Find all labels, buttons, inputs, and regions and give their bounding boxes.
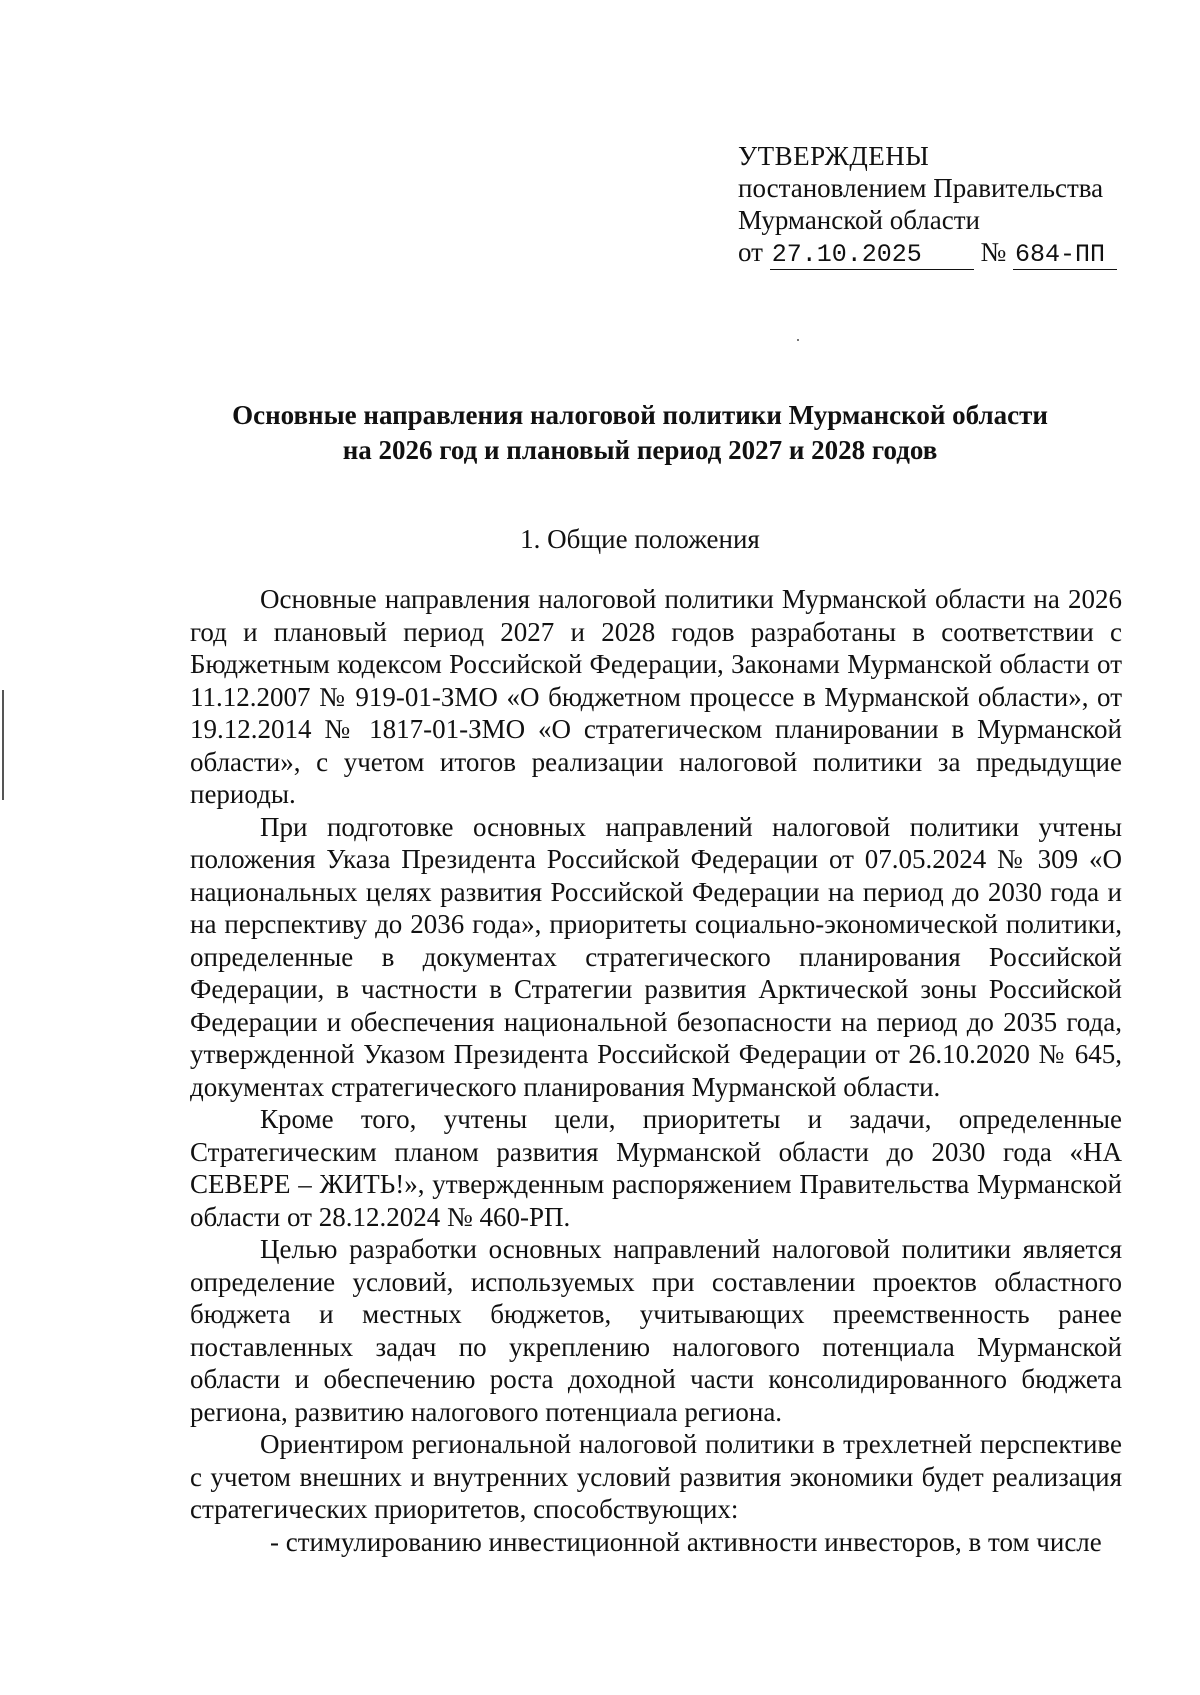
paragraph-5: Ориентиром региональной налоговой политики в трехлетней перспективе с учетом внешних и внутренних условий развития экономики будет реализация стратегических приоритетов, способствующих: xyxy=(190,1429,1122,1524)
approval-number: 684-ПП xyxy=(1013,241,1117,270)
bullet-item-1: - стимулированию инвестиционной активности инвесторов, в том числе xyxy=(270,1526,1102,1557)
paragraph-4: Целью разработки основных направлений налоговой политики является определение условий, используемых при составлении проектов областного бюджета и местных бюджетов, учитывающих преемственность ранее поставленных задач по укреплению налогового потенциала Мурманской области и обеспечению роста доходной части консолидированного бюджета региона, развитию налогового потенциала региона. xyxy=(190,1234,1122,1427)
approval-block xyxy=(738,140,1118,270)
approval-date-number-line xyxy=(738,236,1118,270)
approval-date: 27.10.2025 xyxy=(770,241,974,270)
paragraph-3: Кроме того, учтены цели, приоритеты и задачи, определенные Стратегическим планом развития Мурманской области до 2030 года «НА СЕВЕРЕ – ЖИТЬ!», утвержденным распоряжением Правительства Мурманской области от 28.12.2024 № 460-РП. xyxy=(190,1104,1122,1232)
date-prefix: от xyxy=(738,237,763,267)
document-title-line-1: Основные направления налоговой политики Мурманской области xyxy=(232,400,1048,430)
approval-line-2: Мурманской области xyxy=(738,205,980,235)
section-heading: 1. Общие положения xyxy=(520,524,760,554)
document-title xyxy=(160,398,1120,468)
document-body xyxy=(190,583,1122,1558)
paragraph-2: При подготовке основных направлений налоговой политики учтены положения Указа Президента Российской Федерации от 07.05.2024 № 309 «О национальных целях развития Российской Федерации на период до 2030 года и на перспективу до 2036 года», приоритеты социально-экономической политики, определенные в документах стратегического планирования Российской Федерации, в частности в Стратегии развития Арктической зоны Российской Федерации и обеспечения национальной безопасности на период до 2035 года, утвержденной Указом Президента Российской Федерации от 26.10.2020 № 645, документах стратегического планирования Мурманской области. xyxy=(190,811,1122,1102)
approval-title: УТВЕРЖДЕНЫ xyxy=(738,141,930,171)
document-title-line-2: на 2026 год и плановый период 2027 и 2028 годов xyxy=(342,435,938,465)
scan-dot xyxy=(797,339,799,341)
paragraph-1: Основные направления налоговой политики Мурманской области на 2026 год и плановый период 2027 и 2028 годов разработаны в соответствии с Бюджетным кодексом Российской Федерации, Законами Мурманской области от 11.12.2007 № 919-01-ЗМО «О бюджетном процессе в Мурманской области», от 19.12.2014 № 1817-01-ЗМО «О стратегическом планировании в Мурманской области», с учетом итогов реализации налоговой политики за предыдущие периоды. xyxy=(190,584,1122,809)
scan-margin-mark xyxy=(2,690,4,800)
number-prefix: № xyxy=(980,237,1007,267)
approval-line-1: постановлением Правительства xyxy=(738,173,1104,203)
